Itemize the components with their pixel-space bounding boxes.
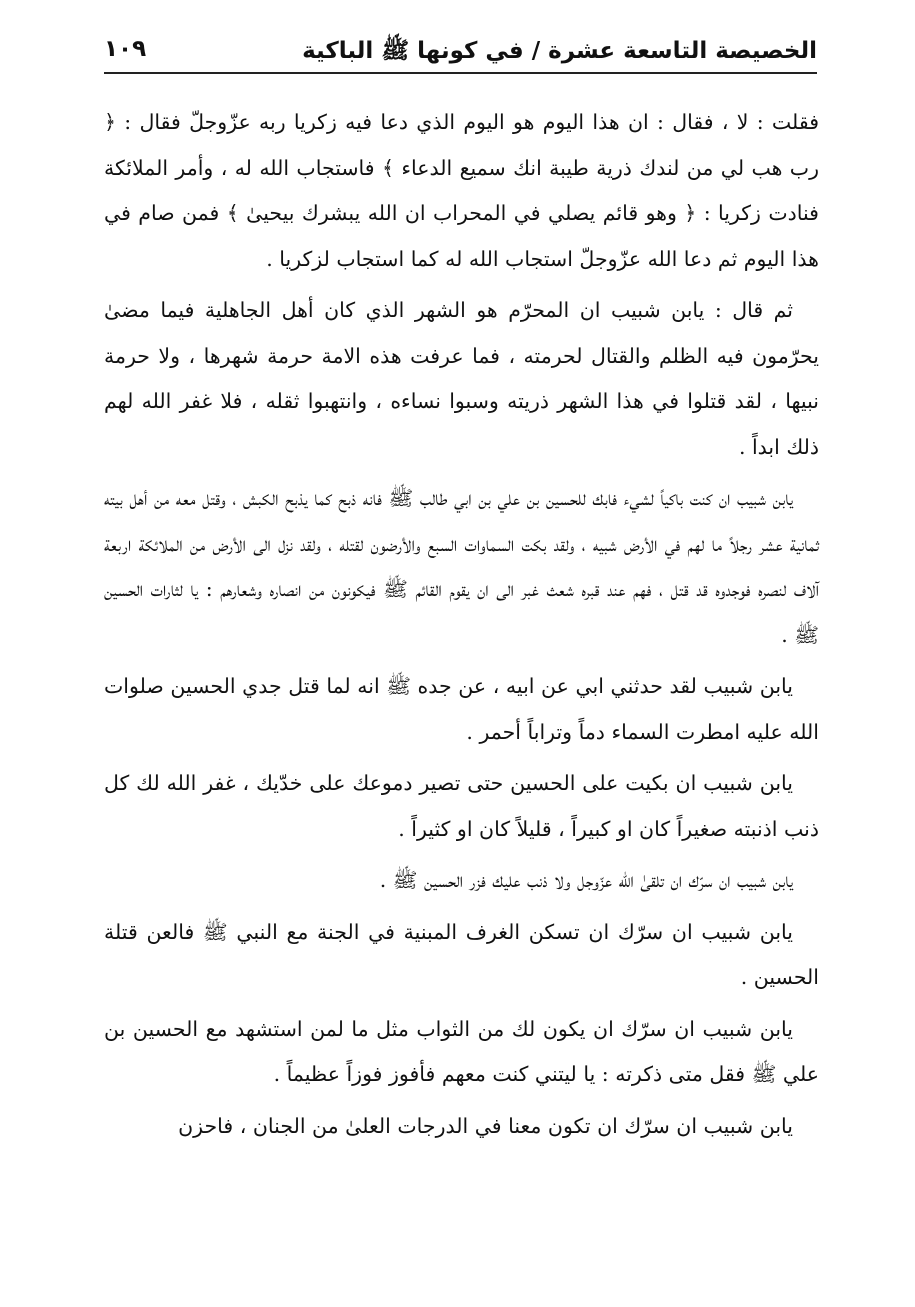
header-rule xyxy=(104,72,817,74)
paragraph: يابن شبيب ان بكيت على الحسين حتى تصير دموعك على خدّيك ، غفر الله لك كل ذنب اذنبته صغيراً كان او كبيراً ، قليلاً كان او كثيراً . xyxy=(104,771,819,841)
body-text xyxy=(104,100,819,1155)
paragraph: يابن شبيب ان سرّك ان يكون لك من الثواب مثل ما لمن استشهد مع الحسين بن علي ﷺ فقل متى ذكرته : يا ليتني كنت معهم فأفوز فوزاً عظيماً . xyxy=(104,1016,819,1086)
paragraph: يابن شبيب لقد حدثني ابي عن ابيه ، عن جده ﷺ انه لما قتل جدي الحسين صلوات الله عليه امطرت السماء دماً وتراباً أحمر . xyxy=(104,674,819,744)
paragraph: ثم قال : يابن شبيب ان المحرّم هو الشهر الذي كان أهل الجاهلية فيما مضىٰ يحرّمون فيه الظلم والقتال لحرمته ، فما عرفت هذه الامة حرمة شهرها ، ولا حرمة نبيها ، لقد قتلوا في هذا الشهر ذريته وسبوا نساءه ، وانتهبوا ثقله ، فلا غفر الله لهم ذلك ابداً . xyxy=(104,298,819,459)
paragraph: يابن شبيب ان سرّك ان تكون معنا في الدرجات العلىٰ من الجنان ، فاحزن xyxy=(178,1113,793,1138)
paragraph: فقلت : لا ، فقال : ان هذا اليوم هو اليوم الذي دعا فيه زكريا ربه عزّوجلّ فقال : ﴿ رب هب لي من لندك ذرية طيبة انك سميع الدعاء ﴾ فاستجاب الله له ، وأمر الملائكة فنادت زكريا : ﴿ وهو قائم يصلي في المحراب ان الله يبشرك بيحيىٰ ﴾ فمن صام في هذا اليوم ثم دعا الله عزّوجلّ استجاب الله له كما استجاب لزكريا . xyxy=(104,110,819,271)
page-number: ١٠٩ xyxy=(104,36,147,62)
running-title: الخصيصة التاسعة عشرة / في كونها ﷺ الباكية xyxy=(302,38,817,64)
running-header xyxy=(104,30,817,74)
paragraph: يابن شبيب ان سرّك ان تلقىٰ الله عزّوجل ولا ذنب عليك فزر الحسين ﷺ . xyxy=(379,868,793,892)
paragraph: يابن شبيب ان سرّك ان تسكن الغرف المبنية في الجنة مع النبي ﷺ فالعن قتلة الحسين . xyxy=(104,919,819,989)
paragraph: يابن شبيب ان كنت باكياً لشيء فابك للحسين بن علي بن ابي طالب ﷺ فانه ذبح كما يذبح الكبش ، وقتل معه من أهل بيته ثمانية عشر رجلاً ما لهم في الأرض شبيه ، ولقد بكت السماوات السبع والأرضون لقتله ، ولقد نزل الى الأرض من الملائكة اربعة آلاف لنصره فوجدوه قد قتل ، فهم عند قبره شعث غبر الى ان يقوم القائم ﷺ فيكونون من انصاره وشعارهم : يا لثارات الحسين ﷺ . xyxy=(104,486,819,647)
